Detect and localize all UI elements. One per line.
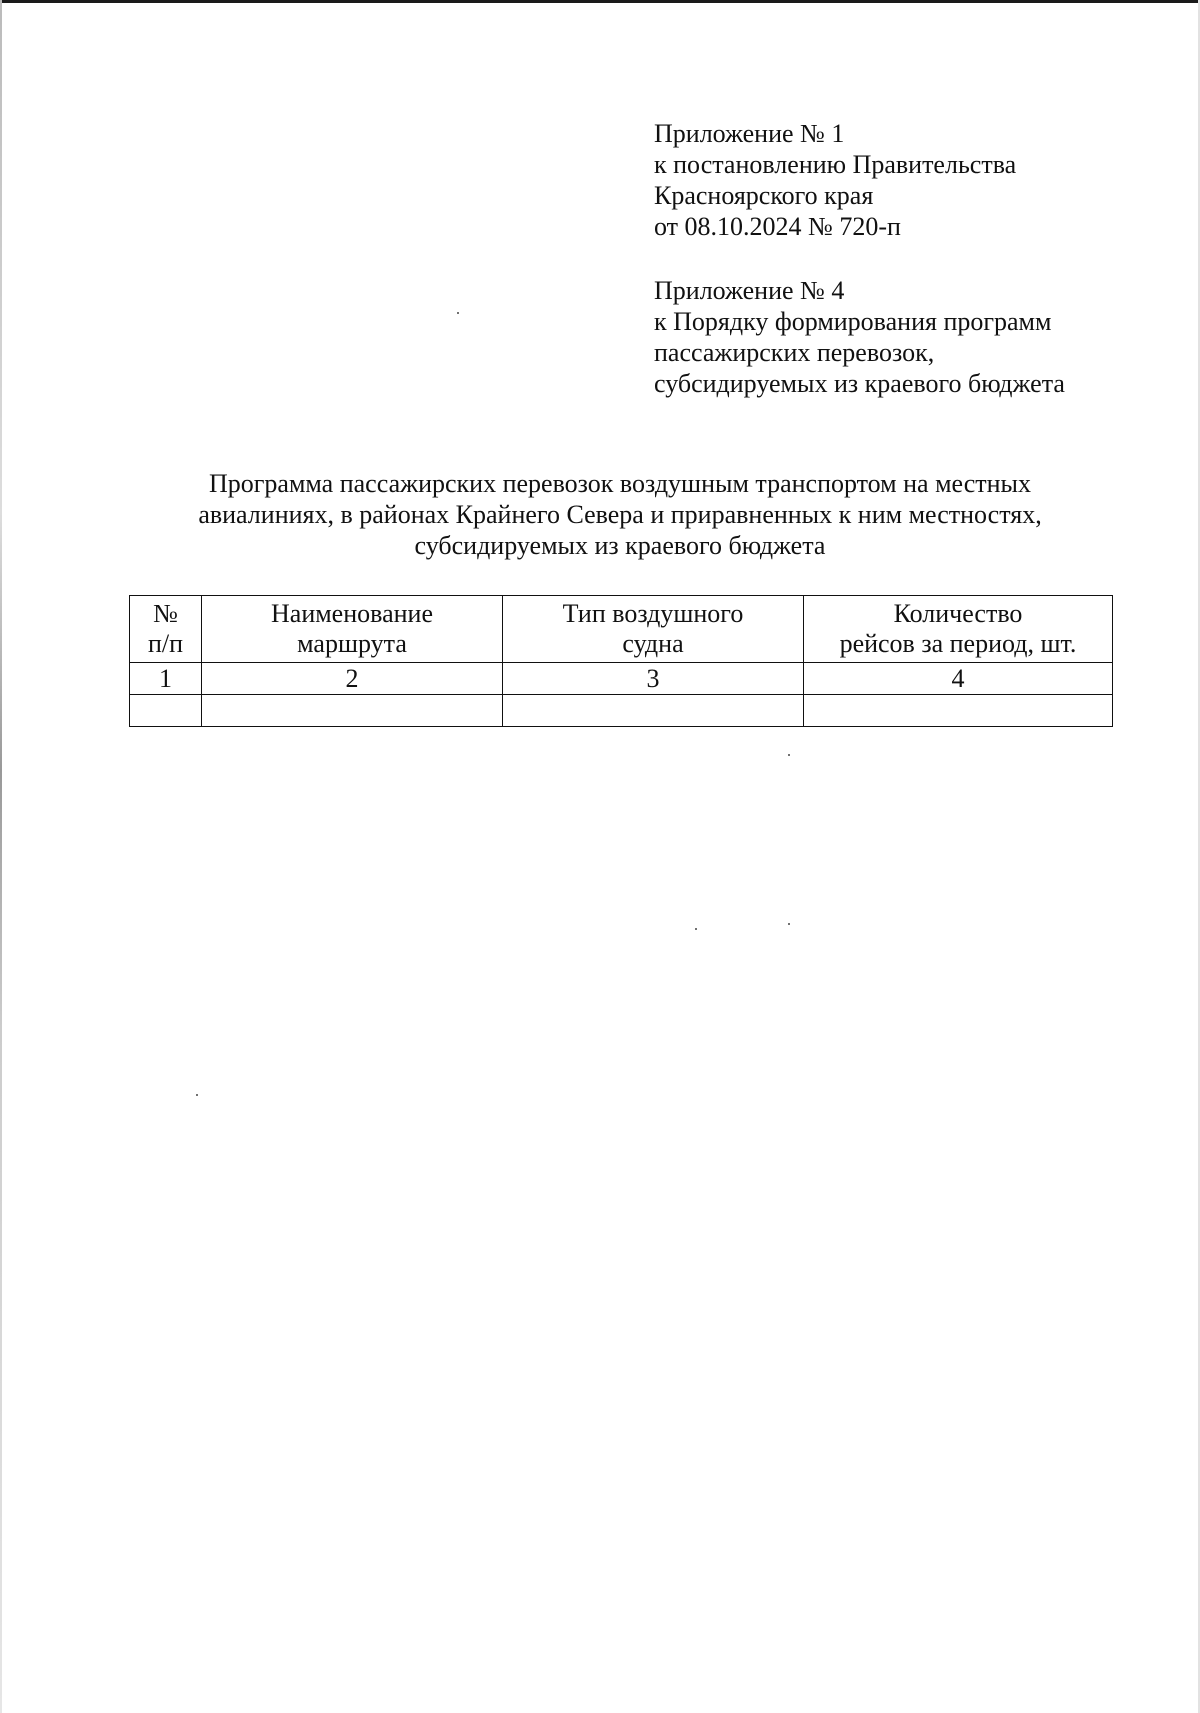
header-route-name [202,596,503,663]
scan-speck [196,1094,198,1096]
column-number-cell: 1 [130,663,202,695]
appendix-4-header [654,275,1065,399]
table-header-row [130,596,1113,663]
column-number-cell: 3 [503,663,804,695]
scan-left-edge [0,0,2,1713]
appendix-4-reference: к Порядку формирования программ [654,307,1052,336]
scan-speck [788,754,790,756]
header-aircraft-type [503,596,804,663]
appendix-1-region: Красноярского края [654,181,874,210]
table-cell [202,695,503,727]
appendix-4-reference-cont: пассажирских перевозок, [654,338,935,367]
table-cell [804,695,1113,727]
document-title-line: авиалиниях, в районах Крайнего Севера и приравненных к ним местностях, [198,500,1042,529]
header-route-name-line: Наименование [271,599,433,628]
column-number-cell: 4 [804,663,1113,695]
table-cell [130,695,202,727]
table-cell [503,695,804,727]
column-number-cell: 2 [202,663,503,695]
appendix-1-reference: к постановлению Правительства [654,150,1017,179]
header-route-name-line: маршрута [297,629,407,658]
header-number-line: п/п [147,629,184,658]
appendix-1-title: Приложение № 1 [654,119,845,148]
header-aircraft-type-line: Тип воздушного [562,599,744,628]
table-row [130,695,1113,727]
scan-speck [788,923,790,925]
header-flight-count [804,596,1113,663]
scan-speck [457,312,459,314]
document-title-line: субсидируемых из краевого бюджета [414,531,826,560]
scan-speck [695,928,697,930]
header-flight-count-line: Количество [893,599,1023,628]
appendix-1-date-number: от 08.10.2024 № 720-п [654,212,901,241]
program-table [129,595,1113,727]
header-number [130,596,202,663]
appendix-4-reference-end: субсидируемых из краевого бюджета [654,369,1065,398]
column-number-row [130,663,1113,695]
appendix-4-title: Приложение № 4 [654,276,845,305]
appendix-1-header [654,118,1016,242]
document-title-line: Программа пассажирских перевозок воздушным транспортом на местных [208,469,1032,498]
header-aircraft-type-line: судна [622,629,684,658]
header-number-line: № [153,599,178,628]
header-flight-count-line: рейсов за период, шт. [839,629,1077,658]
scan-top-edge [0,0,1200,3]
document-title [120,468,1120,561]
